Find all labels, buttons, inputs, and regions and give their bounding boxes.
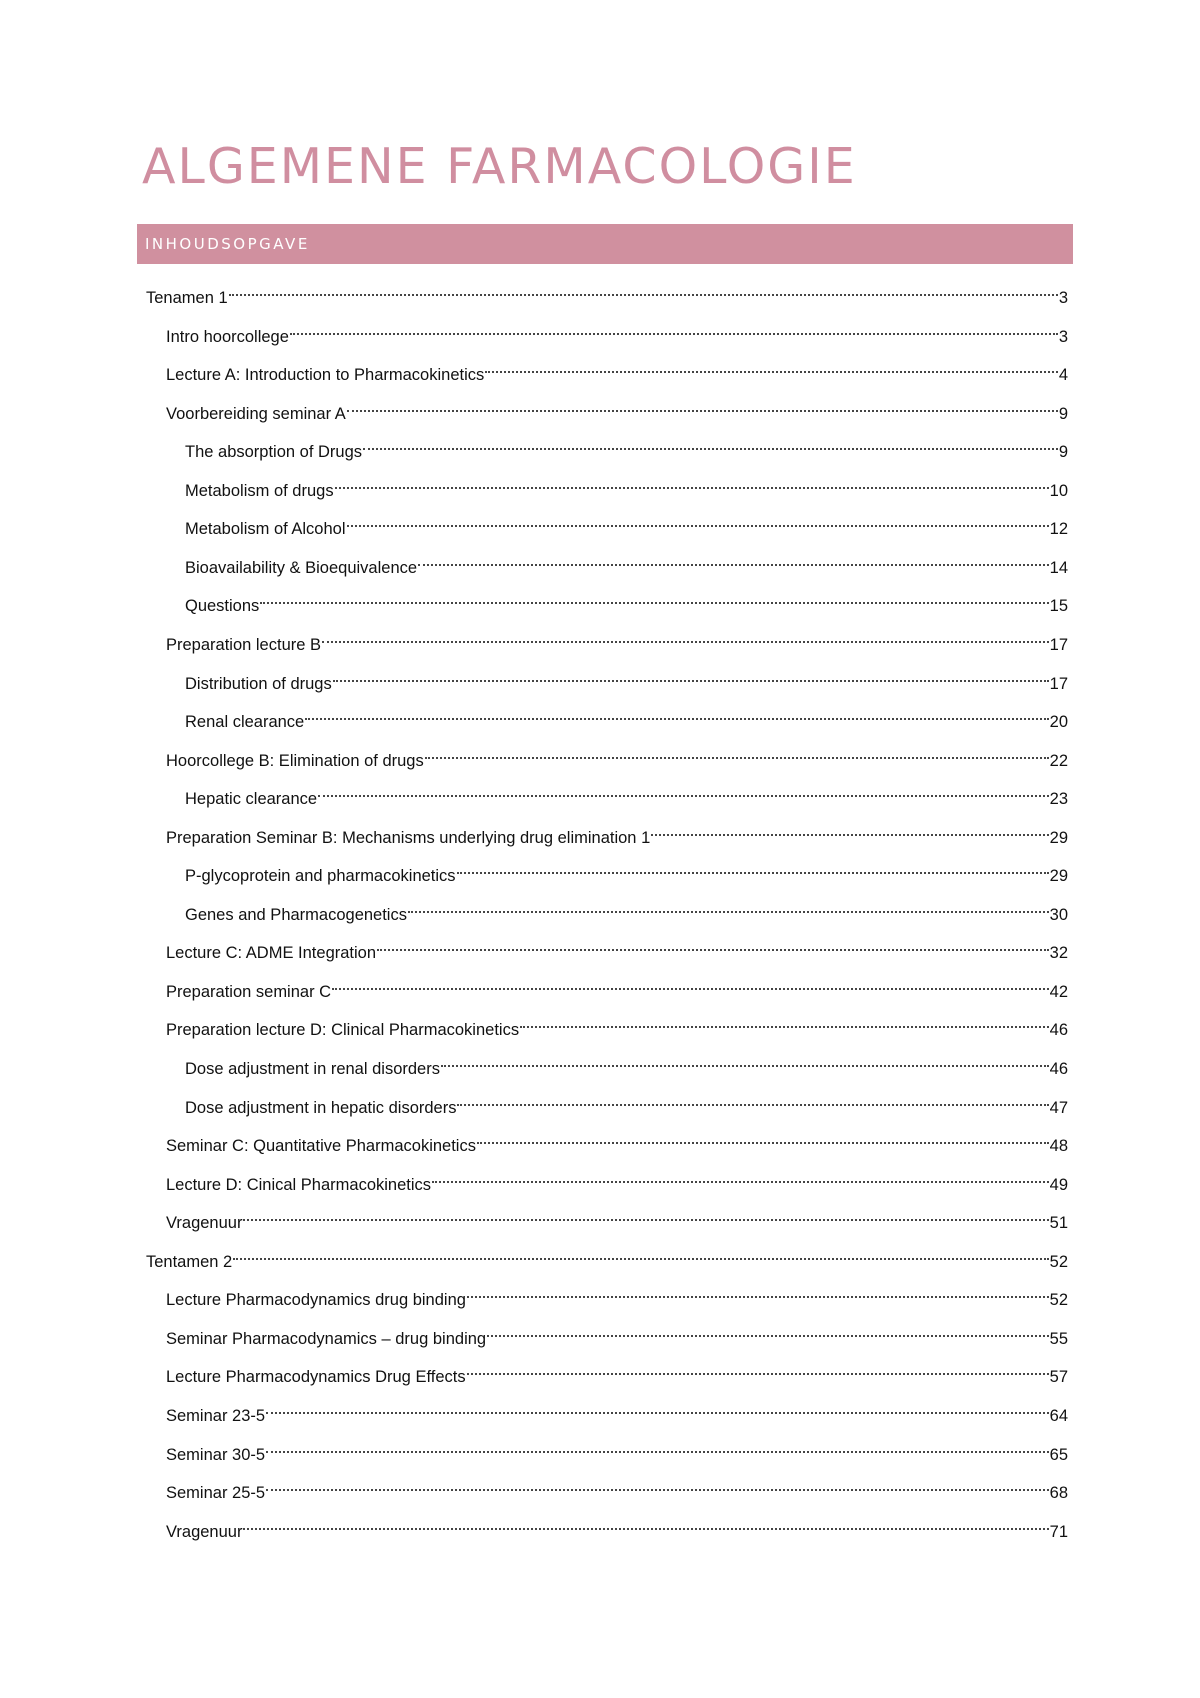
toc-entry[interactable] xyxy=(166,1204,1068,1232)
toc-dot-leader xyxy=(322,626,1049,650)
toc-page-number: 64 xyxy=(1049,1407,1068,1425)
toc-dot-leader xyxy=(425,742,1049,766)
toc-dot-leader xyxy=(418,549,1049,573)
toc-dot-leader xyxy=(318,780,1049,804)
toc-entry-title: Intro hoorcollege xyxy=(166,328,289,346)
toc-entry-title: Hepatic clearance xyxy=(185,790,318,808)
toc-entry[interactable] xyxy=(166,1436,1068,1464)
toc-dot-leader xyxy=(377,934,1049,958)
toc-entry[interactable] xyxy=(166,1397,1068,1425)
toc-entry[interactable] xyxy=(146,1243,1068,1271)
toc-page-number: 3 xyxy=(1058,328,1068,346)
toc-entry[interactable] xyxy=(166,318,1068,346)
toc-entry-title: Voorbereiding seminar A xyxy=(166,405,346,423)
toc-entry[interactable] xyxy=(166,973,1068,1001)
toc-entry[interactable] xyxy=(166,1127,1068,1155)
toc-entry-title: Preparation Seminar B: Mechanisms underlying drug elimination 1 xyxy=(166,829,651,847)
toc-entry[interactable] xyxy=(185,780,1068,808)
toc-dot-leader xyxy=(335,472,1049,496)
toc-entry[interactable] xyxy=(185,1089,1068,1117)
toc-dot-leader xyxy=(467,1281,1049,1305)
toc-page-number: 29 xyxy=(1049,829,1068,847)
toc-page-number: 65 xyxy=(1049,1446,1068,1464)
toc-entry[interactable] xyxy=(166,1513,1068,1541)
toc-page-number: 17 xyxy=(1049,675,1068,693)
toc-entry-title: Metabolism of Alcohol xyxy=(185,520,346,538)
toc-entry[interactable] xyxy=(185,510,1068,538)
toc-entry-title: Genes and Pharmacogenetics xyxy=(185,906,407,924)
toc-entry-title: Vragenuur xyxy=(166,1523,243,1541)
toc-page-number: 57 xyxy=(1049,1368,1068,1386)
toc-entry[interactable] xyxy=(185,857,1068,885)
toc-entry-title: Metabolism of drugs xyxy=(185,482,334,500)
toc-page-number: 49 xyxy=(1049,1176,1068,1194)
toc-dot-leader xyxy=(243,1513,1048,1537)
toc-entry[interactable] xyxy=(185,703,1068,731)
toc-page-number: 23 xyxy=(1049,790,1068,808)
toc-dot-leader xyxy=(457,857,1049,881)
toc-entry-title: Lecture Pharmacodynamics Drug Effects xyxy=(166,1368,466,1386)
toc-page-number: 55 xyxy=(1049,1330,1068,1348)
toc-page-number: 15 xyxy=(1049,597,1068,615)
toc-entry-title: Seminar C: Quantitative Pharmacokinetics xyxy=(166,1137,476,1155)
toc-entry-title: Distribution of drugs xyxy=(185,675,332,693)
toc-entry[interactable] xyxy=(185,665,1068,693)
toc-dot-leader xyxy=(485,356,1058,380)
toc-page-number: 48 xyxy=(1049,1137,1068,1155)
toc-page-number: 46 xyxy=(1049,1060,1068,1078)
toc-page-number: 10 xyxy=(1049,482,1068,500)
toc-dot-leader xyxy=(432,1166,1049,1190)
toc-entry[interactable] xyxy=(166,1320,1068,1348)
toc-entry-title: Lecture A: Introduction to Pharmacokinetics xyxy=(166,366,485,384)
toc-page-number: 4 xyxy=(1058,366,1068,384)
toc-page-number: 9 xyxy=(1058,405,1068,423)
toc-dot-leader xyxy=(347,510,1049,534)
toc-page-number: 42 xyxy=(1049,983,1068,1001)
toc-dot-leader xyxy=(229,279,1058,303)
toc-page-number: 52 xyxy=(1049,1291,1068,1309)
toc-page-number: 30 xyxy=(1049,906,1068,924)
toc-entry-title: Hoorcollege B: Elimination of drugs xyxy=(166,752,424,770)
toc-dot-leader xyxy=(260,587,1048,611)
toc-page-number: 14 xyxy=(1049,559,1068,577)
toc-dot-leader xyxy=(408,896,1049,920)
toc-dot-leader xyxy=(487,1320,1049,1344)
toc-entry[interactable] xyxy=(185,1050,1068,1078)
toc-entry-title: Seminar 30-5 xyxy=(166,1446,266,1464)
toc-dot-leader xyxy=(467,1358,1049,1382)
toc-page-number: 29 xyxy=(1049,867,1068,885)
toc-entry-title: Tenamen 1 xyxy=(146,289,228,307)
toc-entry-title: Questions xyxy=(185,597,260,615)
toc-entry[interactable] xyxy=(166,742,1068,770)
toc-entry-title: Preparation lecture D: Clinical Pharmacokinetics xyxy=(166,1021,520,1039)
toc-entry[interactable] xyxy=(166,356,1068,384)
toc-page-number: 51 xyxy=(1049,1214,1068,1232)
toc-entry-title: Lecture Pharmacodynamics drug binding xyxy=(166,1291,466,1309)
toc-entry[interactable] xyxy=(185,896,1068,924)
toc-page-number: 22 xyxy=(1049,752,1068,770)
toc-page-number: 9 xyxy=(1058,443,1068,461)
toc-page-number: 32 xyxy=(1049,944,1068,962)
toc-entry-title: P-glycoprotein and pharmacokinetics xyxy=(185,867,456,885)
toc-page-number: 68 xyxy=(1049,1484,1068,1502)
toc-entry-title: Seminar 25-5 xyxy=(166,1484,266,1502)
document-title: ALGEMENE FARMACOLOGIE xyxy=(142,138,857,195)
toc-entry[interactable] xyxy=(166,819,1068,847)
toc-entry[interactable] xyxy=(166,934,1068,962)
toc-dot-leader xyxy=(290,318,1058,342)
toc-entry-title: Preparation lecture B xyxy=(166,636,322,654)
toc-entry-title: Seminar Pharmacodynamics – drug binding xyxy=(166,1330,487,1348)
toc-dot-leader xyxy=(266,1474,1049,1498)
toc-dot-leader xyxy=(363,433,1058,457)
toc-page-number: 12 xyxy=(1049,520,1068,538)
toc-dot-leader xyxy=(347,395,1058,419)
toc-dot-leader xyxy=(520,1011,1049,1035)
toc-entry-title: Dose adjustment in hepatic disorders xyxy=(185,1099,457,1117)
toc-entry[interactable] xyxy=(166,1011,1068,1039)
toc-page-number: 17 xyxy=(1049,636,1068,654)
toc-dot-leader xyxy=(332,973,1049,997)
toc-dot-leader xyxy=(477,1127,1049,1151)
toc-entry[interactable] xyxy=(185,587,1068,615)
toc-entry-title: The absorption of Drugs xyxy=(185,443,363,461)
toc-entry-title: Dose adjustment in renal disorders xyxy=(185,1060,440,1078)
toc-entry-title: Vragenuur xyxy=(166,1214,243,1232)
toc-dot-leader xyxy=(243,1204,1048,1228)
toc-entry-title: Bioavailability & Bioequivalence xyxy=(185,559,418,577)
toc-entry[interactable] xyxy=(166,1281,1068,1309)
toc-entry-title: Lecture C: ADME Integration xyxy=(166,944,377,962)
toc-entry[interactable] xyxy=(185,549,1068,577)
toc-dot-leader xyxy=(266,1397,1049,1421)
toc-entry[interactable] xyxy=(166,1474,1068,1502)
toc-heading-banner xyxy=(137,224,1073,264)
toc-entry[interactable] xyxy=(146,279,1068,307)
toc-dot-leader xyxy=(457,1089,1048,1113)
toc-entry-title: Tentamen 2 xyxy=(146,1253,233,1271)
toc-entry[interactable] xyxy=(185,472,1068,500)
toc-entry-title: Renal clearance xyxy=(185,713,305,731)
toc-page-number: 47 xyxy=(1049,1099,1068,1117)
toc-entry-title: Lecture D: Cinical Pharmacokinetics xyxy=(166,1176,432,1194)
toc-entry[interactable] xyxy=(166,1358,1068,1386)
toc-entry-title: Preparation seminar C xyxy=(166,983,332,1001)
toc-entry[interactable] xyxy=(185,433,1068,461)
toc-dot-leader xyxy=(305,703,1048,727)
toc-dot-leader xyxy=(333,665,1049,689)
toc-entry[interactable] xyxy=(166,395,1068,423)
toc-dot-leader xyxy=(651,819,1048,843)
toc-heading: INHOUDSOPGAVE xyxy=(145,235,310,253)
toc-entry-title: Seminar 23-5 xyxy=(166,1407,266,1425)
toc-dot-leader xyxy=(233,1243,1048,1267)
toc-entry[interactable] xyxy=(166,626,1068,654)
toc-page-number: 20 xyxy=(1049,713,1068,731)
toc-dot-leader xyxy=(441,1050,1049,1074)
toc-page-number: 71 xyxy=(1049,1523,1068,1541)
toc-page-number: 3 xyxy=(1058,289,1068,307)
toc-page-number: 46 xyxy=(1049,1021,1068,1039)
toc-dot-leader xyxy=(266,1436,1049,1460)
toc-entry[interactable] xyxy=(166,1166,1068,1194)
toc-page-number: 52 xyxy=(1049,1253,1068,1271)
